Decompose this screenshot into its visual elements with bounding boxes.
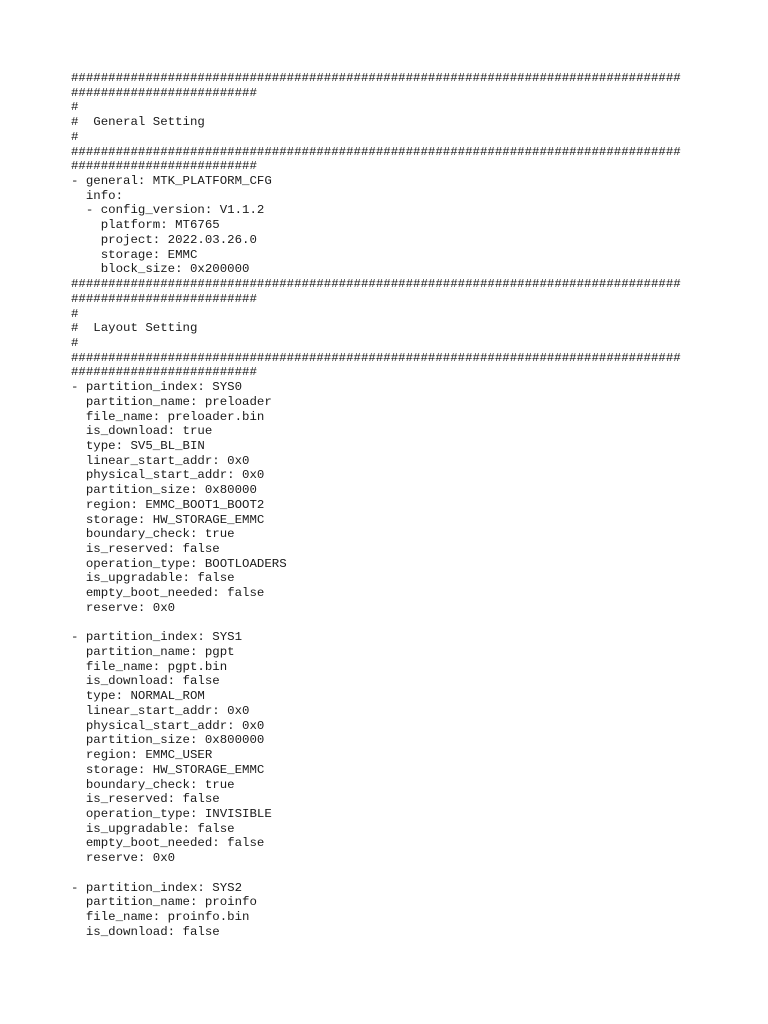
text-line: partition_size: 0x800000: [71, 733, 265, 748]
text-line: [71, 866, 761, 881]
text-line: #: [71, 306, 79, 321]
text-line: ##################################################################################: [71, 71, 681, 85]
text-line: storage: HW_STORAGE_EMMC: [71, 762, 265, 777]
text-line: region: EMMC_BOOT1_BOOT2: [71, 497, 265, 512]
text-line: is_reserved: false: [71, 542, 220, 556]
text-line: - general: MTK_PLATFORM_CFG: [71, 174, 272, 189]
text-line: is_download: false: [71, 674, 220, 689]
text-line: is_download: false: [71, 924, 220, 939]
text-line: - partition_index: SYS0: [71, 380, 243, 395]
text-line: #########################: [71, 291, 257, 306]
text-line: linear_start_addr: 0x0: [71, 703, 250, 718]
text-line: - config_version: V1.1.2: [71, 203, 265, 218]
text-line: file_name: preloader.bin: [71, 409, 265, 424]
text-line: storage: EMMC: [71, 247, 198, 262]
text-line: [71, 616, 761, 631]
text-line: type: NORMAL_ROM: [71, 689, 205, 704]
text-line: is_download: true: [71, 424, 213, 439]
text-line: ##################################################################################: [71, 144, 681, 159]
text-line: project: 2022.03.26.0: [71, 232, 257, 247]
text-line: #: [71, 335, 79, 350]
text-line: platform: MT6765: [71, 218, 220, 233]
text-line: is_upgradable: false: [71, 571, 235, 586]
text-line: - partition_index: SYS1: [71, 630, 243, 645]
text-line: partition_name: preloader: [71, 394, 272, 409]
text-line: ##################################################################################: [71, 277, 681, 292]
text-line: region: EMMC_USER: [71, 748, 213, 763]
text-line: reserve: 0x0: [71, 600, 176, 615]
text-line: partition_name: pgpt: [71, 645, 235, 660]
text-line: operation_type: BOOTLOADERS: [71, 556, 287, 571]
text-line: physical_start_addr: 0x0: [71, 718, 265, 733]
text-line: partition_name: proinfo: [71, 895, 257, 910]
text-line: boundary_check: true: [71, 777, 235, 792]
text-line: partition_size: 0x80000: [71, 483, 257, 498]
text-line: operation_type: INVISIBLE: [71, 806, 272, 821]
text-line: storage: HW_STORAGE_EMMC: [71, 512, 265, 527]
text-line: info:: [71, 188, 124, 203]
text-line: file_name: pgpt.bin: [71, 659, 228, 674]
text-line: type: SV5_BL_BIN: [71, 438, 205, 453]
text-line: empty_boot_needed: false: [71, 836, 265, 851]
text-line: #########################: [71, 365, 257, 380]
document-page: [71, 71, 761, 939]
text-line: #: [71, 100, 79, 115]
text-line: ##################################################################################: [71, 350, 681, 365]
text-line: empty_boot_needed: false: [71, 586, 265, 601]
text-line: #: [71, 129, 79, 144]
text-line: # General Setting: [71, 115, 205, 130]
text-line: reserve: 0x0: [71, 851, 176, 866]
text-line: physical_start_addr: 0x0: [71, 468, 265, 483]
text-line: is_reserved: false: [71, 792, 220, 807]
text-line: boundary_check: true: [71, 527, 235, 542]
text-line: block_size: 0x200000: [71, 262, 250, 277]
text-line: file_name: proinfo.bin: [71, 909, 250, 924]
text-line: #########################: [71, 159, 257, 174]
text-line: # Layout Setting: [71, 321, 198, 336]
text-line: linear_start_addr: 0x0: [71, 453, 250, 468]
text-line: #########################: [71, 85, 257, 100]
text-line: is_upgradable: false: [71, 821, 235, 836]
text-line: - partition_index: SYS2: [71, 880, 243, 895]
